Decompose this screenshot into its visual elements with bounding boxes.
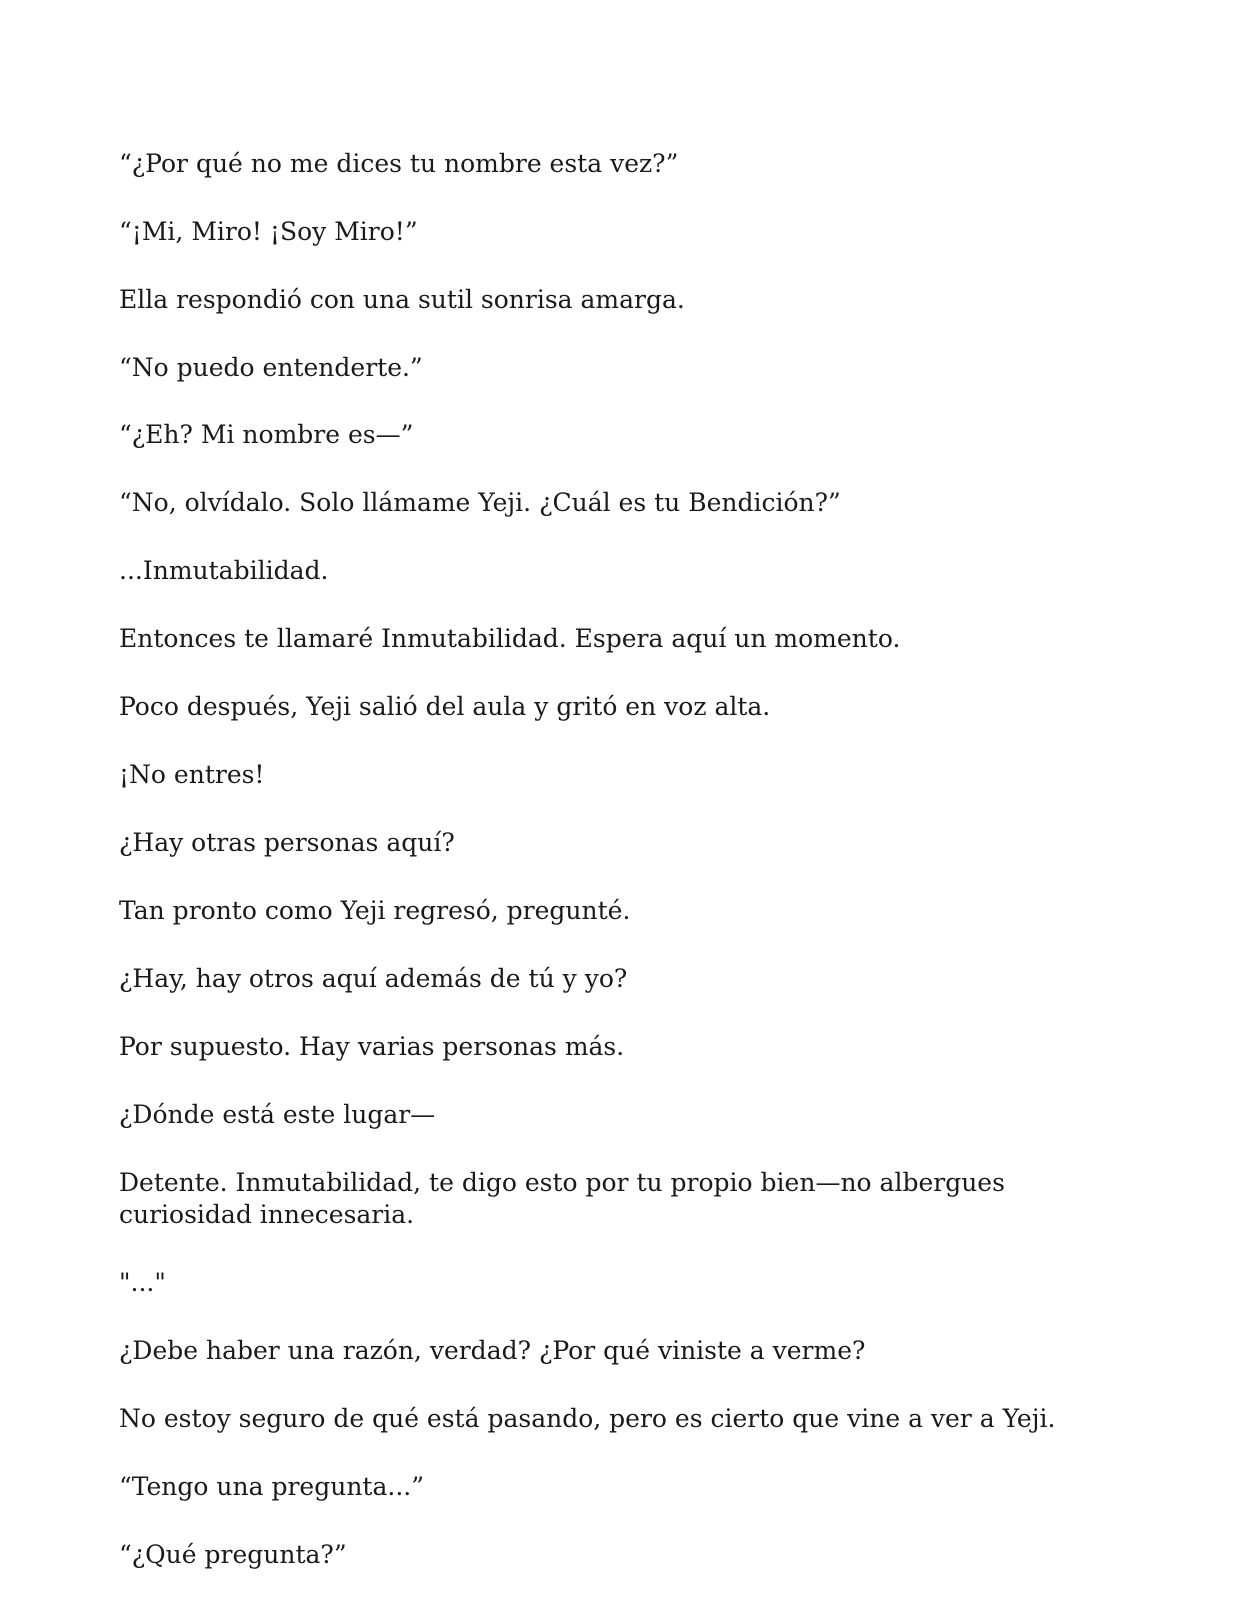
paragraph-14: Por supuesto. Hay varias personas más. <box>119 1032 625 1061</box>
paragraph-2: “¡Mi, Miro! ¡Soy Miro!” <box>119 217 418 246</box>
paragraph-8: Entonces te llamaré Inmutabilidad. Espera aquí un momento. <box>119 624 901 653</box>
paragraph-3: Ella respondió con una sutil sonrisa amarga. <box>119 285 685 314</box>
paragraph-12: Tan pronto como Yeji regresó, pregunté. <box>119 896 631 925</box>
paragraph-19: No estoy seguro de qué está pasando, pero es cierto que vine a ver a Yeji. <box>119 1404 1056 1433</box>
paragraph-17: "..." <box>119 1268 166 1297</box>
paragraph-16: Detente. Inmutabilidad, te digo esto por tu propio bien—no albergues curiosidad innecesaria. <box>119 1168 1005 1229</box>
paragraph-13: ¿Hay, hay otros aquí además de tú y yo? <box>119 964 628 993</box>
paragraph-21: “¿Qué pregunta?” <box>119 1540 347 1569</box>
paragraph-7: ...Inmutabilidad. <box>119 556 329 585</box>
paragraph-4: “No puedo entenderte.” <box>119 353 423 382</box>
paragraph-20: “Tengo una pregunta...” <box>119 1472 424 1501</box>
paragraph-1: “¿Por qué no me dices tu nombre esta vez?” <box>119 149 679 178</box>
paragraph-11: ¿Hay otras personas aquí? <box>119 828 455 857</box>
paragraph-5: “¿Eh? Mi nombre es—” <box>119 420 414 449</box>
paragraph-15: ¿Dónde está este lugar— <box>119 1100 436 1129</box>
paragraph-9: Poco después, Yeji salió del aula y gritó en voz alta. <box>119 692 771 721</box>
paragraph-18: ¿Debe haber una razón, verdad? ¿Por qué viniste a verme? <box>119 1336 866 1365</box>
paragraph-6: “No, olvídalo. Solo llámame Yeji. ¿Cuál es tu Bendición?” <box>119 488 841 517</box>
paragraph-10: ¡No entres! <box>119 760 265 789</box>
